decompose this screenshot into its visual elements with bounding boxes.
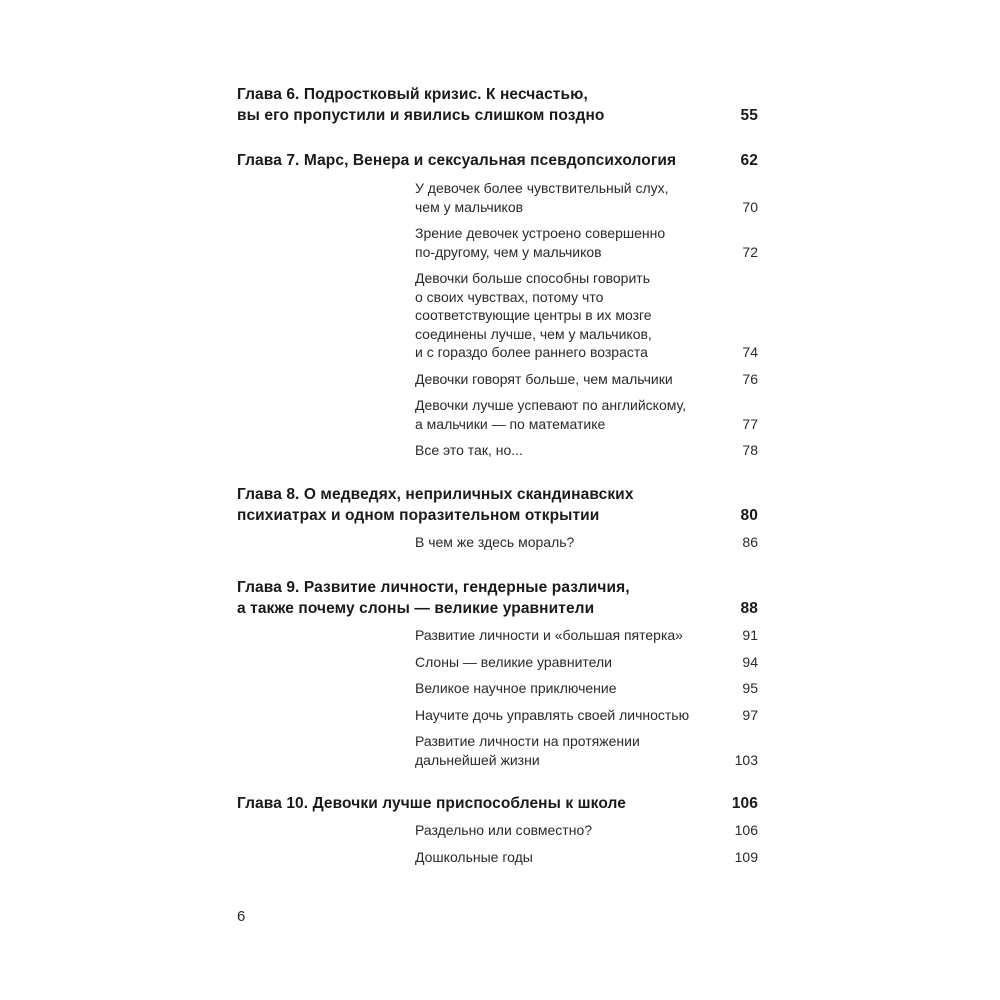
section-title: Развитие личности на протяжении дальнейшей жизни (415, 733, 640, 768)
chapter-6-page: 55 (740, 107, 758, 124)
chapter-9-sections (415, 626, 758, 769)
list-item (415, 533, 758, 552)
chapter-8-sections (415, 533, 758, 552)
section-page: 109 (734, 848, 758, 865)
page-number: 6 (237, 908, 246, 925)
section-page: 86 (742, 533, 758, 550)
list-item (415, 224, 758, 261)
list-item (415, 370, 758, 389)
chapter-9-page: 88 (740, 600, 758, 617)
list-item (415, 732, 758, 769)
section-title: Все это так, но... (415, 442, 523, 458)
chapter-8-title: Глава 8. О медведях, неприличных скандинавских психиатрах и одном поразительном открытии (237, 485, 634, 524)
section-title: Девочки лучше успевают по английскому, а мальчики — по математике (415, 397, 687, 432)
list-item (415, 179, 758, 216)
list-item (415, 396, 758, 433)
list-item (415, 626, 758, 645)
section-page: 72 (742, 243, 758, 260)
chapter-7-heading (237, 150, 758, 171)
section-page: 103 (734, 751, 758, 768)
chapter-9-title: Глава 9. Развитие личности, гендерные различия, а также почему слоны — великие уравнители (237, 579, 630, 617)
section-page: 76 (742, 370, 758, 387)
section-title: Научите дочь управлять своей личностью (415, 706, 690, 723)
list-item (415, 441, 758, 460)
chapter-6-heading (237, 84, 758, 126)
chapter-9-heading (237, 577, 758, 619)
table-of-contents (237, 84, 758, 866)
list-item (415, 706, 758, 725)
section-page: 94 (742, 653, 758, 670)
section-page: 78 (742, 442, 758, 458)
chapter-10-sections (415, 821, 758, 866)
section-title: Зрение девочек устроено совершенно по-другому, чем у мальчиков (415, 225, 666, 260)
section-title: Дошкольные годы (415, 848, 533, 865)
section-title: У девочек более чувствительный слух, чем у мальчиков (415, 180, 669, 215)
section-page: 95 (742, 680, 758, 696)
section-page: 97 (742, 706, 758, 723)
section-title: Девочки говорят больше, чем мальчики (415, 370, 673, 387)
section-page: 70 (742, 198, 758, 215)
list-item (415, 269, 758, 362)
section-page: 74 (742, 344, 758, 360)
chapter-8-heading (237, 484, 758, 526)
chapter-7-title: Глава 7. Марс, Венера и сексуальная псевдопсихология (237, 152, 677, 169)
section-title: В чем же здесь мораль? (415, 533, 575, 550)
section-title: Великое научное приключение (415, 680, 617, 696)
chapter-10-page: 106 (731, 795, 758, 812)
chapter-6-title: Глава 6. Подростковый кризис. К несчастью, вы его пропустили и явились слишком поздно (237, 86, 605, 124)
section-title: Раздельно или совместно? (415, 822, 593, 838)
chapter-7-sections (415, 179, 758, 460)
section-title: Слоны — великие уравнители (415, 653, 612, 670)
section-page: 106 (734, 822, 758, 838)
chapter-8-page: 80 (740, 506, 758, 524)
chapter-10-heading (237, 793, 758, 814)
section-title: Развитие личности и «большая пятерка» (415, 627, 683, 643)
list-item (415, 679, 758, 698)
chapter-7-page: 62 (740, 152, 758, 169)
chapter-10-title: Глава 10. Девочки лучше приспособлены к школе (237, 795, 626, 812)
section-page: 77 (742, 415, 758, 432)
list-item (415, 821, 758, 840)
list-item (415, 848, 758, 867)
section-title: Девочки больше способны говорить о своих чувствах, потому что соответствующие центры в их мозге соединены лучше, чем у мальчиков, и с гораздо более раннего возраста (415, 270, 652, 360)
section-page: 91 (742, 627, 758, 643)
list-item (415, 653, 758, 672)
